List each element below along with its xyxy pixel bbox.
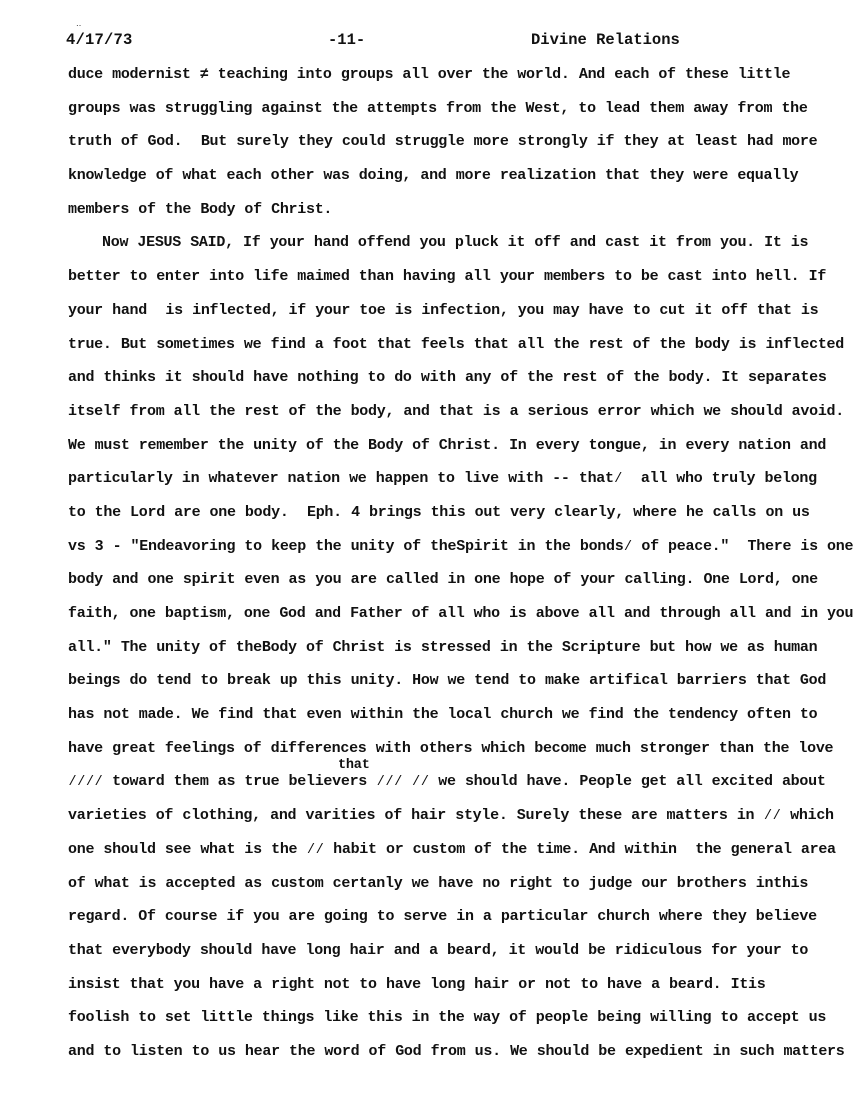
- text-line: has not made. We find that even within the local church we find the tendency often to: [68, 706, 818, 724]
- text-line: one should see what is the ⁄⁄ habit or custom of the time. And within the general area: [68, 840, 836, 858]
- text-line: vs 3 - "Endeavoring to keep the unity of theSpirit in the bonds⁄ of peace." There is one: [68, 537, 854, 555]
- text-line: better to enter into life maimed than having all your members to be cast into hell. If: [68, 268, 827, 286]
- interlinear-insertion: that: [338, 758, 370, 774]
- text-line: have great feelings of differences with others which become much stronger than the love: [68, 739, 834, 757]
- text-line: regard. Of course if you are going to serve in a particular church where they believe: [68, 908, 817, 926]
- text-line: faith, one baptism, one God and Father of all who is above all and through all and in you: [68, 605, 854, 622]
- text-line: knowledge of what each other was doing, and more realization that they were equally: [68, 167, 799, 185]
- text-line: your hand is inflected, if your toe is infection, you may have to cut it off that is: [68, 301, 819, 319]
- text-line: to the Lord are one body. Eph. 4 brings this out very clearly, where he calls on us: [68, 503, 810, 521]
- text-line: insist that you have a right not to have long hair or not to have a beard. Itis: [68, 975, 766, 993]
- text-line: and thinks it should have nothing to do with any of the rest of the body. It separates: [68, 369, 827, 387]
- page-header: [0, 31, 854, 55]
- page-number: -11-: [328, 31, 366, 49]
- line-with-insertion: [68, 758, 828, 805]
- paragraph-start-line: Now JESUS SAID, If your hand offend you pluck it off and cast it from you. It is: [102, 234, 809, 252]
- text-line: true. But sometimes we find a foot that feels that all the rest of the body is inflected: [68, 335, 844, 353]
- text-line: and to listen to us hear the word of God from us. We should be expedient in such matters: [68, 1042, 845, 1060]
- text-line: ⁄⁄⁄⁄ toward them as true believers ⁄⁄⁄ ⁄⁄ we should have. People get all excited about: [68, 773, 826, 791]
- text-line: particularly in whatever nation we happen to live with -- that⁄ all who truly belong: [68, 470, 817, 488]
- text-line: foolish to set little things like this in the way of people being willing to accept us: [68, 1009, 827, 1027]
- text-line: duce modernist ≠ teaching into groups all over the world. And each of these little: [68, 66, 791, 83]
- running-title: Divine Relations: [531, 31, 680, 49]
- text-line: groups was struggling against the attempts from the West, to lead them away from the: [68, 99, 808, 117]
- text-line: body and one spirit even as you are called in one hope of your calling. One Lord, one: [68, 571, 818, 589]
- text-line: itself from all the rest of the body, and that is a serious error which we should avoid.: [68, 402, 844, 420]
- text-line: truth of God. But surely they could struggle more strongly if they at least had more: [68, 133, 818, 151]
- text-line: all." The unity of theBody of Christ is stressed in the Scripture but how we as human: [68, 638, 818, 656]
- text-line: of what is accepted as custom certanly we have no right to judge our brothers inthis: [68, 874, 809, 892]
- text-line: that everybody should have long hair and a beard, it would be ridiculous for your to: [68, 941, 809, 959]
- header-date: 4/17/73: [66, 31, 133, 49]
- paper-speck: ‥: [76, 20, 82, 29]
- text-line: beings do tend to break up this unity. How we tend to make artifical barriers that God: [68, 672, 827, 690]
- body-text: [68, 64, 854, 1075]
- text-line: members of the Body of Christ.: [68, 200, 333, 218]
- text-line: We must remember the unity of the Body of Christ. In every tongue, in every nation and: [68, 436, 827, 454]
- text-line: varieties of clothing, and varities of hair style. Surely these are matters in ⁄⁄ which: [68, 807, 834, 825]
